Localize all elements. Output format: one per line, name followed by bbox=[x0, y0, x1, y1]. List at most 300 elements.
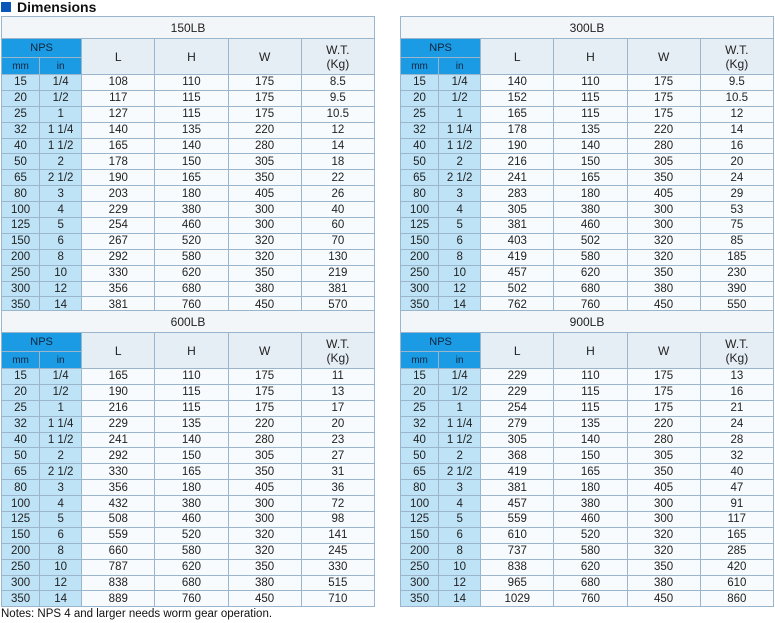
pressure-class-title: 600LB bbox=[2, 311, 375, 333]
length-value: 178 bbox=[481, 122, 554, 138]
height-value: 620 bbox=[554, 559, 627, 575]
size-in: 1 1/2 bbox=[40, 432, 82, 448]
height-value: 150 bbox=[155, 154, 228, 170]
table-900lb bbox=[400, 310, 774, 607]
in-header: in bbox=[40, 352, 82, 369]
width-value: 280 bbox=[627, 138, 700, 154]
weight-value: 12 bbox=[301, 122, 374, 138]
size-mm: 200 bbox=[2, 249, 40, 265]
weight-value: 16 bbox=[700, 138, 773, 154]
size-mm: 20 bbox=[401, 90, 439, 106]
table-row bbox=[401, 559, 774, 575]
weight-value: 85 bbox=[700, 233, 773, 249]
height-value: 380 bbox=[155, 202, 228, 218]
length-value: 559 bbox=[481, 512, 554, 528]
height-value: 580 bbox=[155, 249, 228, 265]
length-value: 381 bbox=[82, 297, 155, 313]
height-value: 520 bbox=[155, 233, 228, 249]
weight-value: 20 bbox=[301, 416, 374, 432]
size-in: 14 bbox=[439, 297, 481, 313]
length-value: 140 bbox=[481, 75, 554, 91]
weight-value: 9.5 bbox=[301, 90, 374, 106]
length-value: 889 bbox=[82, 591, 155, 607]
size-mm: 32 bbox=[2, 416, 40, 432]
table-row bbox=[401, 265, 774, 281]
width-value: 280 bbox=[228, 138, 301, 154]
width-value: 175 bbox=[627, 384, 700, 400]
weight-value: 570 bbox=[301, 297, 374, 313]
table-row bbox=[401, 90, 774, 106]
size-mm: 15 bbox=[2, 75, 40, 91]
size-mm: 65 bbox=[401, 170, 439, 186]
size-mm: 100 bbox=[2, 202, 40, 218]
table-row bbox=[401, 249, 774, 265]
weight-value: 11 bbox=[301, 369, 374, 385]
weight-value: 550 bbox=[700, 297, 773, 313]
column-header-w: W bbox=[627, 333, 700, 369]
size-mm: 100 bbox=[401, 496, 439, 512]
height-value: 150 bbox=[554, 154, 627, 170]
length-value: 1029 bbox=[481, 591, 554, 607]
weight-value: 40 bbox=[301, 202, 374, 218]
width-value: 350 bbox=[228, 170, 301, 186]
size-mm: 15 bbox=[401, 75, 439, 91]
size-in: 1 1/4 bbox=[439, 122, 481, 138]
table-row bbox=[401, 464, 774, 480]
width-value: 175 bbox=[627, 75, 700, 91]
size-mm: 100 bbox=[2, 496, 40, 512]
width-value: 300 bbox=[228, 202, 301, 218]
weight-value: 72 bbox=[301, 496, 374, 512]
pressure-class-title: 900LB bbox=[401, 311, 774, 333]
table-row bbox=[401, 512, 774, 528]
height-value: 165 bbox=[554, 464, 627, 480]
length-value: 762 bbox=[481, 297, 554, 313]
size-in: 3 bbox=[439, 186, 481, 202]
table-300lb bbox=[400, 16, 774, 313]
height-value: 135 bbox=[554, 122, 627, 138]
size-in: 10 bbox=[439, 265, 481, 281]
width-value: 320 bbox=[228, 233, 301, 249]
length-value: 660 bbox=[82, 543, 155, 559]
table-row bbox=[401, 138, 774, 154]
weight-value: 27 bbox=[301, 448, 374, 464]
size-in: 1 1/2 bbox=[439, 138, 481, 154]
length-value: 330 bbox=[82, 464, 155, 480]
table-row bbox=[401, 496, 774, 512]
length-value: 117 bbox=[82, 90, 155, 106]
length-value: 419 bbox=[481, 249, 554, 265]
weight-value: 420 bbox=[700, 559, 773, 575]
height-value: 180 bbox=[155, 480, 228, 496]
size-in: 2 bbox=[40, 448, 82, 464]
size-in: 8 bbox=[439, 249, 481, 265]
size-mm: 65 bbox=[2, 170, 40, 186]
size-mm: 15 bbox=[2, 369, 40, 385]
size-mm: 125 bbox=[401, 218, 439, 234]
length-value: 305 bbox=[481, 202, 554, 218]
length-value: 190 bbox=[481, 138, 554, 154]
table-row bbox=[2, 154, 375, 170]
length-value: 356 bbox=[82, 281, 155, 297]
column-header-l: L bbox=[481, 333, 554, 369]
length-value: 152 bbox=[481, 90, 554, 106]
column-header-h: H bbox=[554, 39, 627, 75]
length-value: 381 bbox=[481, 218, 554, 234]
height-value: 135 bbox=[155, 122, 228, 138]
wt-unit: (Kg) bbox=[725, 350, 749, 365]
length-value: 965 bbox=[481, 575, 554, 591]
size-mm: 65 bbox=[2, 464, 40, 480]
column-header-w: W bbox=[228, 333, 301, 369]
size-mm: 125 bbox=[2, 218, 40, 234]
section-title: Dimensions bbox=[17, 0, 97, 15]
length-value: 403 bbox=[481, 233, 554, 249]
length-value: 190 bbox=[82, 384, 155, 400]
size-mm: 80 bbox=[401, 480, 439, 496]
weight-value: 36 bbox=[301, 480, 374, 496]
weight-value: 21 bbox=[700, 400, 773, 416]
table-600lb bbox=[1, 310, 375, 607]
height-value: 165 bbox=[554, 170, 627, 186]
width-value: 300 bbox=[627, 496, 700, 512]
length-value: 190 bbox=[82, 170, 155, 186]
width-value: 220 bbox=[627, 122, 700, 138]
length-value: 165 bbox=[481, 106, 554, 122]
table-row bbox=[401, 154, 774, 170]
size-mm: 40 bbox=[401, 432, 439, 448]
size-mm: 125 bbox=[401, 512, 439, 528]
size-in: 1/2 bbox=[40, 384, 82, 400]
table-row bbox=[2, 233, 375, 249]
size-mm: 32 bbox=[2, 122, 40, 138]
size-mm: 20 bbox=[2, 384, 40, 400]
height-value: 760 bbox=[554, 297, 627, 313]
size-mm: 350 bbox=[2, 591, 40, 607]
length-value: 292 bbox=[82, 249, 155, 265]
weight-value: 20 bbox=[700, 154, 773, 170]
size-in: 3 bbox=[40, 186, 82, 202]
height-value: 115 bbox=[554, 90, 627, 106]
size-mm: 25 bbox=[2, 106, 40, 122]
length-value: 610 bbox=[481, 527, 554, 543]
weight-value: 32 bbox=[700, 448, 773, 464]
width-value: 320 bbox=[627, 233, 700, 249]
size-mm: 50 bbox=[401, 154, 439, 170]
table-row bbox=[2, 416, 375, 432]
table-row bbox=[401, 400, 774, 416]
width-value: 220 bbox=[627, 416, 700, 432]
size-in: 14 bbox=[439, 591, 481, 607]
wt-unit: (Kg) bbox=[326, 56, 350, 71]
length-value: 508 bbox=[82, 512, 155, 528]
table-row bbox=[401, 186, 774, 202]
section-header bbox=[0, 0, 96, 14]
table-row bbox=[401, 591, 774, 607]
length-value: 502 bbox=[481, 281, 554, 297]
size-mm: 80 bbox=[2, 186, 40, 202]
height-value: 620 bbox=[554, 265, 627, 281]
size-in: 4 bbox=[40, 202, 82, 218]
width-value: 280 bbox=[627, 432, 700, 448]
width-value: 320 bbox=[627, 249, 700, 265]
size-in: 1 1/4 bbox=[40, 122, 82, 138]
table-row bbox=[401, 416, 774, 432]
length-value: 241 bbox=[481, 170, 554, 186]
length-value: 838 bbox=[481, 559, 554, 575]
size-in: 2 bbox=[439, 448, 481, 464]
height-value: 460 bbox=[554, 512, 627, 528]
height-value: 115 bbox=[155, 90, 228, 106]
size-mm: 200 bbox=[401, 249, 439, 265]
size-in: 2 bbox=[40, 154, 82, 170]
table-row bbox=[2, 122, 375, 138]
weight-value: 16 bbox=[700, 384, 773, 400]
size-mm: 25 bbox=[2, 400, 40, 416]
length-value: 737 bbox=[481, 543, 554, 559]
size-in: 6 bbox=[40, 527, 82, 543]
table-row bbox=[401, 480, 774, 496]
size-in: 1 1/4 bbox=[439, 416, 481, 432]
width-value: 220 bbox=[228, 416, 301, 432]
height-value: 380 bbox=[155, 496, 228, 512]
weight-value: 10.5 bbox=[700, 90, 773, 106]
height-value: 460 bbox=[155, 218, 228, 234]
column-header-wt bbox=[301, 333, 374, 369]
table-row bbox=[2, 106, 375, 122]
size-mm: 150 bbox=[2, 527, 40, 543]
size-mm: 20 bbox=[401, 384, 439, 400]
size-in: 5 bbox=[439, 512, 481, 528]
table-row bbox=[2, 527, 375, 543]
table-row bbox=[2, 75, 375, 91]
length-value: 279 bbox=[481, 416, 554, 432]
weight-value: 860 bbox=[700, 591, 773, 607]
size-mm: 250 bbox=[401, 265, 439, 281]
width-value: 300 bbox=[627, 512, 700, 528]
width-value: 220 bbox=[228, 122, 301, 138]
table-row bbox=[2, 202, 375, 218]
width-value: 450 bbox=[228, 297, 301, 313]
weight-value: 219 bbox=[301, 265, 374, 281]
length-value: 108 bbox=[82, 75, 155, 91]
size-mm: 25 bbox=[401, 106, 439, 122]
table-row bbox=[401, 384, 774, 400]
table-row bbox=[2, 464, 375, 480]
in-header: in bbox=[439, 58, 481, 75]
length-value: 229 bbox=[481, 384, 554, 400]
weight-value: 8.5 bbox=[301, 75, 374, 91]
width-value: 320 bbox=[627, 527, 700, 543]
wt-label: W.T. bbox=[326, 336, 350, 351]
table-row bbox=[2, 448, 375, 464]
size-mm: 350 bbox=[2, 297, 40, 313]
table-row bbox=[2, 281, 375, 297]
weight-value: 24 bbox=[700, 170, 773, 186]
table-row bbox=[2, 496, 375, 512]
column-header-wt bbox=[700, 333, 773, 369]
length-value: 457 bbox=[481, 265, 554, 281]
length-value: 368 bbox=[481, 448, 554, 464]
width-value: 380 bbox=[228, 575, 301, 591]
size-in: 6 bbox=[439, 233, 481, 249]
weight-value: 610 bbox=[700, 575, 773, 591]
size-in: 1/4 bbox=[439, 369, 481, 385]
width-value: 350 bbox=[228, 464, 301, 480]
size-in: 12 bbox=[439, 281, 481, 297]
length-value: 216 bbox=[82, 400, 155, 416]
size-mm: 40 bbox=[2, 138, 40, 154]
in-header: in bbox=[439, 352, 481, 369]
table-row bbox=[2, 384, 375, 400]
width-value: 350 bbox=[627, 559, 700, 575]
size-in: 1 1/2 bbox=[439, 432, 481, 448]
size-in: 1/4 bbox=[40, 75, 82, 91]
height-value: 135 bbox=[554, 416, 627, 432]
table-row bbox=[2, 575, 375, 591]
weight-value: 23 bbox=[301, 432, 374, 448]
size-in: 14 bbox=[40, 297, 82, 313]
length-value: 787 bbox=[82, 559, 155, 575]
width-value: 305 bbox=[627, 448, 700, 464]
size-mm: 32 bbox=[401, 416, 439, 432]
size-mm: 50 bbox=[401, 448, 439, 464]
width-value: 300 bbox=[228, 512, 301, 528]
size-mm: 50 bbox=[2, 448, 40, 464]
height-value: 460 bbox=[554, 218, 627, 234]
width-value: 380 bbox=[627, 281, 700, 297]
width-value: 450 bbox=[228, 591, 301, 607]
weight-value: 515 bbox=[301, 575, 374, 591]
size-mm: 25 bbox=[401, 400, 439, 416]
weight-value: 28 bbox=[700, 432, 773, 448]
width-value: 175 bbox=[627, 369, 700, 385]
size-in: 6 bbox=[439, 527, 481, 543]
size-in: 8 bbox=[40, 543, 82, 559]
weight-value: 26 bbox=[301, 186, 374, 202]
table-row bbox=[2, 591, 375, 607]
size-in: 5 bbox=[439, 218, 481, 234]
weight-value: 230 bbox=[700, 265, 773, 281]
size-in: 1 1/4 bbox=[40, 416, 82, 432]
weight-value: 24 bbox=[700, 416, 773, 432]
size-in: 10 bbox=[439, 559, 481, 575]
table-row bbox=[2, 543, 375, 559]
weight-value: 185 bbox=[700, 249, 773, 265]
height-value: 115 bbox=[554, 400, 627, 416]
weight-value: 70 bbox=[301, 233, 374, 249]
height-value: 115 bbox=[155, 384, 228, 400]
height-value: 110 bbox=[554, 75, 627, 91]
size-in: 2 bbox=[439, 154, 481, 170]
height-value: 580 bbox=[554, 249, 627, 265]
length-value: 203 bbox=[82, 186, 155, 202]
size-in: 3 bbox=[439, 480, 481, 496]
height-value: 150 bbox=[554, 448, 627, 464]
height-value: 110 bbox=[155, 369, 228, 385]
width-value: 405 bbox=[627, 186, 700, 202]
height-value: 115 bbox=[554, 106, 627, 122]
weight-value: 31 bbox=[301, 464, 374, 480]
table-row bbox=[2, 249, 375, 265]
size-mm: 250 bbox=[2, 265, 40, 281]
size-mm: 200 bbox=[401, 543, 439, 559]
height-value: 760 bbox=[554, 591, 627, 607]
size-in: 1 bbox=[40, 106, 82, 122]
height-value: 380 bbox=[554, 202, 627, 218]
size-in: 14 bbox=[40, 591, 82, 607]
length-value: 229 bbox=[481, 369, 554, 385]
table-row bbox=[2, 90, 375, 106]
length-value: 292 bbox=[82, 448, 155, 464]
height-value: 760 bbox=[155, 591, 228, 607]
height-value: 140 bbox=[554, 432, 627, 448]
weight-value: 165 bbox=[700, 527, 773, 543]
height-value: 115 bbox=[155, 106, 228, 122]
width-value: 320 bbox=[228, 249, 301, 265]
weight-value: 245 bbox=[301, 543, 374, 559]
table-row bbox=[2, 138, 375, 154]
size-mm: 300 bbox=[2, 281, 40, 297]
nps-header: NPS bbox=[2, 333, 82, 352]
size-in: 5 bbox=[40, 218, 82, 234]
table-row bbox=[401, 233, 774, 249]
width-value: 405 bbox=[627, 480, 700, 496]
column-header-w: W bbox=[228, 39, 301, 75]
wt-label: W.T. bbox=[725, 336, 749, 351]
width-value: 350 bbox=[627, 265, 700, 281]
size-in: 2 1/2 bbox=[40, 170, 82, 186]
width-value: 175 bbox=[228, 400, 301, 416]
width-value: 380 bbox=[228, 281, 301, 297]
size-in: 2 1/2 bbox=[439, 170, 481, 186]
table-row bbox=[2, 265, 375, 281]
length-value: 356 bbox=[82, 480, 155, 496]
length-value: 216 bbox=[481, 154, 554, 170]
length-value: 229 bbox=[82, 202, 155, 218]
weight-value: 40 bbox=[700, 464, 773, 480]
size-mm: 125 bbox=[2, 512, 40, 528]
width-value: 175 bbox=[228, 75, 301, 91]
table-row bbox=[401, 448, 774, 464]
width-value: 175 bbox=[228, 384, 301, 400]
weight-value: 14 bbox=[301, 138, 374, 154]
height-value: 460 bbox=[155, 512, 228, 528]
table-150lb bbox=[1, 16, 375, 313]
column-header-h: H bbox=[554, 333, 627, 369]
size-in: 1/2 bbox=[439, 384, 481, 400]
size-in: 4 bbox=[40, 496, 82, 512]
height-value: 620 bbox=[155, 265, 228, 281]
height-value: 680 bbox=[155, 281, 228, 297]
length-value: 267 bbox=[82, 233, 155, 249]
weight-value: 75 bbox=[700, 218, 773, 234]
width-value: 175 bbox=[627, 400, 700, 416]
weight-value: 47 bbox=[700, 480, 773, 496]
weight-value: 130 bbox=[301, 249, 374, 265]
height-value: 140 bbox=[554, 138, 627, 154]
width-value: 300 bbox=[228, 496, 301, 512]
weight-value: 10.5 bbox=[301, 106, 374, 122]
length-value: 330 bbox=[82, 265, 155, 281]
width-value: 405 bbox=[228, 186, 301, 202]
width-value: 300 bbox=[627, 202, 700, 218]
wt-unit: (Kg) bbox=[725, 56, 749, 71]
size-mm: 32 bbox=[401, 122, 439, 138]
weight-value: 91 bbox=[700, 496, 773, 512]
width-value: 305 bbox=[228, 448, 301, 464]
width-value: 175 bbox=[228, 369, 301, 385]
